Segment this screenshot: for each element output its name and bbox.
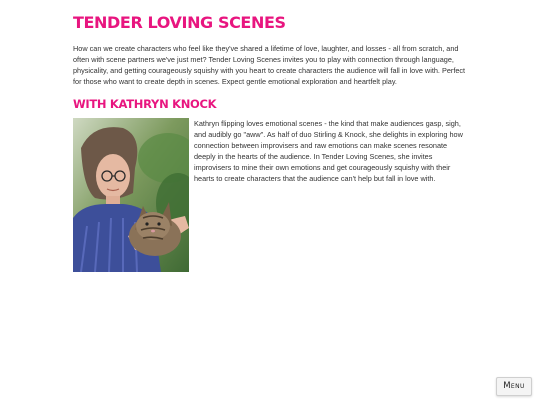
main-content xyxy=(73,12,468,272)
instructor-heading: WITH KATHRYN KNOCK xyxy=(73,97,217,111)
instructor-photo xyxy=(73,118,189,272)
instructor-bio: Kathryn flipping loves emotional scenes - the kind that make audiences gasp, sigh, and audibly go "aww". As half of duo Stirling & Knock, she delights in exploring how connection between improvisers and raw emotions can make scenes resonate deeply in the hearts of the audience. In Tender Loving Scenes, she invites improvisers to mine their own emotions and get courageously squishy with their hearts to create characters that the audience can't help but fall in love with. xyxy=(194,119,463,183)
page-title: TENDER LOVING SCENES xyxy=(73,13,286,32)
instructor-section xyxy=(73,118,468,272)
menu-button[interactable]: Menu xyxy=(496,377,532,396)
workshop-description: How can we create characters who feel like they've shared a lifetime of love, laughter, and losses - all from scratch, and often with scene partners we've just met? Tender Loving Scenes invites you to play with connection through language, physicality, and getting courageously squishy with you heart to create characters the audience will fall in love with. Perfect for those who want to create depth in scenes. Expect gentle emotional exploration and heartfelt play. xyxy=(73,44,466,86)
